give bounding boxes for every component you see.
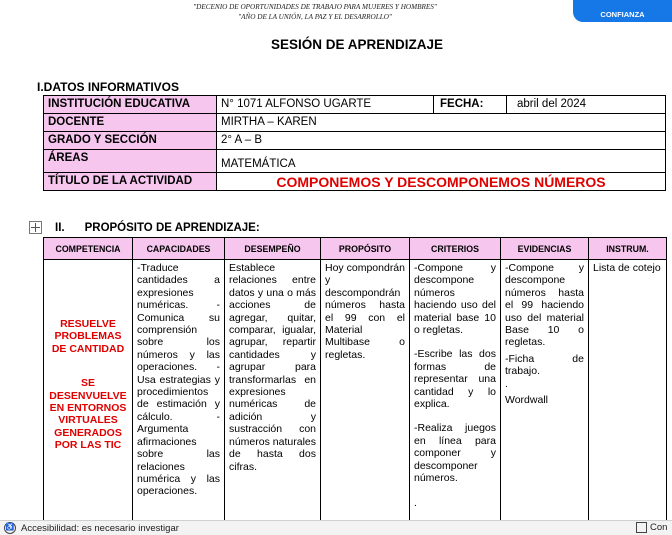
areas-row: [44, 150, 666, 173]
areas-value: MATEMÁTICA: [217, 150, 666, 173]
evidencias-cell: [501, 260, 589, 521]
capacidades-cell: -Traduce cantidades a expresiones numéricas. -Comunica su comprensión sobre los números y las operaciones. -Usa estrategias y procedimientos de estimación y cálculo. -Argumenta afirmaciones sobre las relaciones numérica y las operaciones.: [133, 260, 225, 521]
criterio-1: -Compone y descompone números haciendo uso del material base 10 o regletas.: [414, 262, 496, 337]
evidencia-2: -Ficha de trabajo.: [505, 352, 584, 378]
focus-text: Con: [650, 522, 668, 533]
date-value: abril del 2024: [507, 96, 666, 114]
accessibility-icon: ♿: [4, 522, 16, 534]
competencia-cell: [44, 260, 133, 521]
evidencia-3: .: [505, 377, 508, 390]
date-label: FECHA:: [434, 96, 507, 114]
focus-control[interactable]: [636, 522, 667, 533]
institution-label: INSTITUCIÓN EDUCATIVA: [44, 96, 217, 114]
section-1-heading: I.DATOS INFORMATIVOS: [37, 80, 180, 94]
proposito-cell: Hoy compondrán y descompondrán números hasta el 99 con el Material Multibase o regletas.: [321, 260, 410, 521]
page-title: SESIÓN DE APRENDIZAJE: [270, 37, 444, 52]
purpose-header-row: [44, 238, 667, 260]
section-2-title: PROPÓSITO DE APRENDIZAJE:: [84, 221, 260, 234]
criterio-3: -Realiza juegos en línea para componer y descomponer números.: [414, 422, 496, 485]
desempeno-cell: Establece relaciones entre datos y una o más acciones de agregar, quitar, comparar, igualar, agrupar, repartir cantidades y agrupar para transformarlas en expresiones numéricas de adición y sustracción con números naturales de hasta dos cifras.: [225, 260, 321, 521]
purpose-body-row: [44, 260, 667, 521]
evidencia-1: -Compone y descompone números hasta el 99 haciendo uso del material Base 10 o regletas.: [505, 262, 584, 349]
grade-row: [44, 132, 666, 150]
brand-badge: [573, 0, 672, 22]
competencia-1: RESUELVE PROBLEMAS DE CANTIDAD: [51, 318, 125, 355]
accessibility-text: Accesibilidad: es necesario investigar: [21, 522, 179, 534]
header-criterios: CRITERIOS: [410, 238, 501, 260]
year-header: "AÑO DE LA UNIÓN, LA PAZ Y EL DESARROLLO": [238, 13, 392, 21]
institution-value: N° 1071 ALFONSO UGARTE: [217, 96, 434, 114]
evidencia-4: Wordwall: [505, 394, 548, 407]
header-proposito: PROPÓSITO: [321, 238, 410, 260]
section-2-heading: [29, 221, 260, 234]
activity-value: COMPONEMOS Y DESCOMPONEMOS NÚMEROS: [217, 173, 666, 191]
institution-row: [44, 96, 666, 114]
header-evidencias: EVIDENCIAS: [501, 238, 589, 260]
teacher-row: [44, 114, 666, 132]
focus-icon: [636, 522, 647, 533]
accessibility-status[interactable]: [4, 522, 179, 534]
grade-value: 2° A – B: [217, 132, 666, 150]
activity-row: [44, 173, 666, 191]
info-table: [43, 95, 666, 191]
purpose-table: [43, 237, 667, 520]
criterios-cell: [410, 260, 501, 521]
section-2-number: II.: [55, 221, 65, 234]
activity-label: TÍTULO DE LA ACTIVIDAD: [44, 173, 217, 191]
brand-text: CONFIANZA: [600, 10, 645, 19]
areas-label: ÁREAS: [44, 150, 217, 173]
teacher-label: DOCENTE: [44, 114, 217, 132]
instrumento-cell: Lista de cotejo: [589, 260, 667, 521]
competencia-2: SE DESENVUELVE EN ENTORNOS VIRTUALES GENERADOS POR LAS TIC: [49, 377, 127, 452]
grade-label: GRADO Y SECCIÓN: [44, 132, 217, 150]
teacher-value: MIRTHA – KAREN: [217, 114, 666, 132]
table-move-handle-icon[interactable]: [29, 221, 42, 234]
decade-header: "DECENIO DE OPORTUNIDADES DE TRABAJO PARA MUJERES Y HOMBRES": [193, 3, 437, 11]
status-bar: [0, 520, 672, 535]
criterio-2: -Escribe las dos formas de representar una cantidad y lo explica.: [414, 348, 496, 411]
header-competencia: COMPETENCIA: [44, 238, 133, 260]
header-capacidades: CAPACIDADES: [133, 238, 225, 260]
criterio-4: .: [414, 496, 417, 509]
header-desempeno: DESEMPEÑO: [225, 238, 321, 260]
header-instrumento: INSTRUM.: [589, 238, 667, 260]
